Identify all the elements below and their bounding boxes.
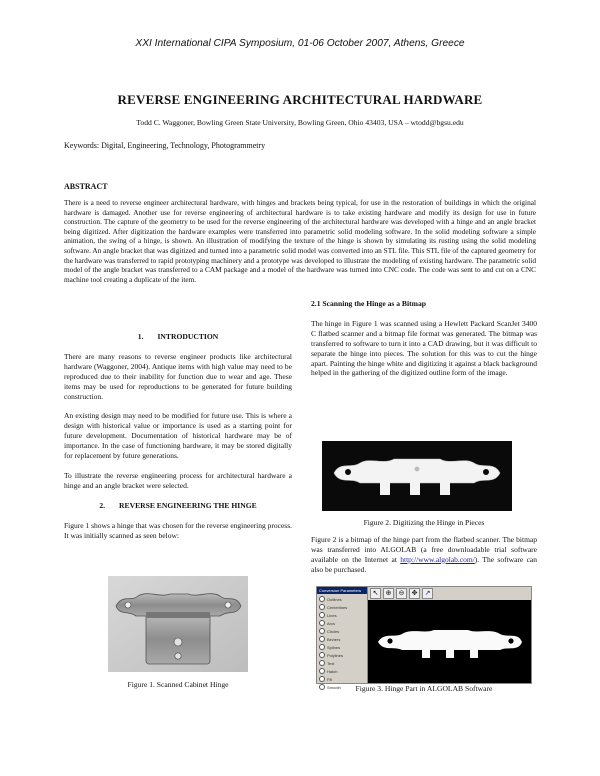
option-label: Splines bbox=[327, 644, 341, 650]
radio-icon[interactable] bbox=[319, 652, 325, 658]
radio-icon[interactable] bbox=[319, 636, 325, 642]
intro-paragraph: An existing design may need to be modified for future use. This is where a design with historical value or importance is used as a starting point for future development. Documentation of historical hardware may be of importance. In the case of functioning hardware, it may be stored digitally for replacement by future generations. bbox=[64, 411, 292, 461]
option-label: Smooth bbox=[327, 684, 341, 690]
section2-title: REVERSE ENGINEERING THE HINGE bbox=[119, 500, 257, 510]
keywords: Keywords: Digital, Engineering, Technology, Photogrammetry bbox=[64, 141, 266, 150]
figure2-paragraph bbox=[311, 535, 537, 575]
trace-icon[interactable]: ↗ bbox=[422, 588, 433, 599]
section21-paragraph: The hinge in Figure 1 was scanned using a Hewlett Packard ScanJet 3400 C flatbed scanner and a bitmap file format was generated. The bitmap was transferred to software to turn it into a CAD drawing, but it was difficult to separate the hinge into pieces. The solution for this was to cut the hinge apart. Painting the hinge white and digitizing it against a black background helped in the gathering of the digitized outline form of the image. bbox=[311, 318, 537, 378]
algolab-link[interactable]: http://www.algolab.com/ bbox=[400, 554, 475, 564]
option-label: Polylines bbox=[327, 652, 344, 658]
left-column bbox=[64, 332, 292, 551]
section2-heading bbox=[64, 501, 292, 511]
pointer-icon[interactable]: ↖ bbox=[370, 588, 381, 599]
option-item[interactable] bbox=[319, 651, 365, 659]
radio-icon[interactable] bbox=[319, 660, 325, 666]
abstract-text: There is a need to reverse engineer architectural hardware, with hinges and brackets being typical, for use in the restoration of buildings in which the original hardware is damaged. Another use for reverse engineering of architectural hardware is to take existing hardware and modify its design for use in future construction. The capture of the geometry to be used for the reverse engineering of the architectural hardware was developed with a hinge and an angle bracket being digitized. After digitization the hardware examples were transferred into parametric solid modeling software. In the solid modeling software a simple animation, the swing of a hinge, is shown. An illustration of modifying the texture of the hinge is shown by simulating its rusting using the solid modeling software. An angle bracket that was digitized and turned into a parametric solid model was converted into an STL file. This STL file of the captured geometry for the hardware was transferred to rapid prototyping machinery and a prototype was developed to illustrate the modeling of existing hardware. The parametric solid model of the angle bracket was transferred to a CAM package and a model of the hardware was turned into CNC code. The code was sent to and cut on a CNC machine tool creating a duplicate of the item. bbox=[64, 198, 536, 284]
option-item[interactable] bbox=[319, 611, 365, 619]
section21-heading: 2.1 Scanning the Hinge as a Bitmap bbox=[311, 299, 426, 308]
radio-icon[interactable] bbox=[319, 628, 325, 634]
option-item[interactable] bbox=[319, 675, 365, 683]
figure1-caption: Figure 1. Scanned Cabinet Hinge bbox=[127, 680, 229, 689]
author-line: Todd C. Waggoner, Bowling Green State University, Bowling Green, Ohio 43403, USA – wtodd@bgsu.edu bbox=[136, 118, 464, 127]
radio-icon[interactable] bbox=[319, 620, 325, 626]
option-item[interactable] bbox=[319, 619, 365, 627]
option-item[interactable] bbox=[319, 659, 365, 667]
options-list bbox=[317, 594, 367, 692]
option-label: Text bbox=[327, 660, 335, 666]
figure3-caption: Figure 3. Hinge Part in ALGOLAB Software bbox=[355, 684, 493, 693]
radio-icon[interactable] bbox=[319, 668, 325, 674]
paper-title: REVERSE ENGINEERING ARCHITECTURAL HARDWARE bbox=[117, 92, 483, 107]
canvas-view bbox=[368, 600, 531, 683]
radio-icon[interactable] bbox=[319, 676, 325, 682]
paragraph-text: Figure 2 is a bitmap of the hinge part from the flatbed scanner. The bitmap was transferred into ALGOLAB (a free downloadable trial software available on the Internet at bbox=[311, 535, 537, 564]
pan-icon[interactable]: ✥ bbox=[409, 588, 420, 599]
option-item[interactable] bbox=[319, 667, 365, 675]
running-header: XXI International CIPA Symposium, 01-06 October 2007, Athens, Greece bbox=[135, 38, 465, 49]
right-column bbox=[311, 299, 537, 388]
option-item[interactable] bbox=[319, 635, 365, 643]
option-item[interactable] bbox=[319, 603, 365, 611]
figure2-caption: Figure 2. Digitizing the Hinge in Pieces bbox=[363, 518, 485, 527]
figure1-image bbox=[108, 576, 248, 672]
option-item[interactable] bbox=[319, 643, 365, 651]
abstract-heading: ABSTRACT bbox=[64, 182, 108, 191]
option-label: Circles bbox=[327, 628, 340, 634]
option-label: Lines bbox=[327, 612, 337, 618]
radio-icon[interactable] bbox=[319, 644, 325, 650]
paragraph-text: ). The software can also be purchased. bbox=[311, 554, 537, 574]
option-label: Centerlines bbox=[327, 604, 348, 610]
panel-title: Conversion Parameters bbox=[317, 587, 367, 594]
section2-paragraph: Figure 1 shows a hinge that was chosen for the reverse engineering process. It was initially scanned as seen below: bbox=[64, 520, 292, 540]
option-label: Arcs bbox=[327, 620, 335, 626]
option-label: Hatch bbox=[327, 668, 338, 674]
option-item[interactable] bbox=[319, 595, 365, 603]
radio-icon[interactable] bbox=[319, 612, 325, 618]
intro-number: 1. bbox=[137, 332, 144, 341]
radio-icon[interactable] bbox=[319, 596, 325, 602]
option-label: Fill bbox=[327, 676, 333, 682]
intro-paragraph: There are many reasons to reverse engineer products like architectural hardware (Waggoner, 2004). Antique items with high value may need to be reproduced due to their inability for function due to wear and age. These items may be used for reproductions to be generated for future building construction. bbox=[64, 351, 292, 401]
zoom-in-icon[interactable]: ⊕ bbox=[383, 588, 394, 599]
option-item[interactable] bbox=[319, 627, 365, 635]
intro-title: INTRODUCTION bbox=[157, 332, 219, 341]
intro-heading bbox=[64, 332, 292, 342]
option-label: Outlines bbox=[327, 596, 342, 602]
option-label: Beziers bbox=[327, 636, 341, 642]
section2-number: 2. bbox=[99, 500, 106, 510]
intro-paragraph: To illustrate the reverse engineering process for architectural hardware a hinge and an angle bracket were selected. bbox=[64, 470, 292, 490]
conversion-panel bbox=[317, 587, 368, 690]
zoom-out-icon[interactable]: ⊖ bbox=[396, 588, 407, 599]
radio-icon[interactable] bbox=[319, 604, 325, 610]
figure2-image bbox=[322, 441, 512, 511]
